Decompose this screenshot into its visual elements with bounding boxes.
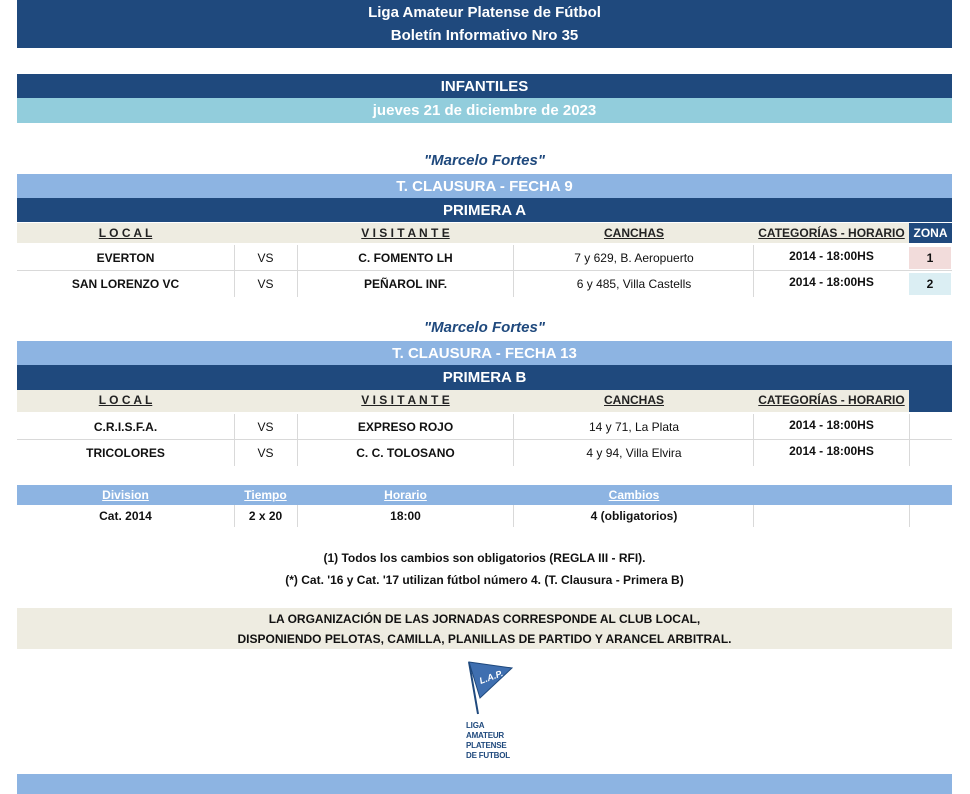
match-row-a1 xyxy=(17,245,952,271)
league-logo xyxy=(466,660,516,715)
col-categorias: CATEGORÍAS - HORARIO xyxy=(758,226,905,240)
rules-col-horario: Horario xyxy=(384,488,427,502)
col-zona-fill xyxy=(909,390,952,412)
local-team: EVERTON xyxy=(96,251,155,265)
rules-cambios: 4 (obligatorios) xyxy=(590,509,678,523)
category-banner xyxy=(17,74,952,98)
col-zona: ZONA xyxy=(909,223,952,243)
visitor-team: C. C. TOLOSANO xyxy=(356,446,455,460)
tournament-name-a: "Marcelo Fortes" xyxy=(424,152,545,169)
visitor-team: EXPRESO ROJO xyxy=(357,420,454,434)
col-categorias: CATEGORÍAS - HORARIO xyxy=(758,393,905,407)
zona-badge: 2 xyxy=(909,273,951,295)
visitor-team: PEÑAROL INF. xyxy=(363,277,448,291)
column-headers-b xyxy=(17,390,952,412)
rules-row xyxy=(17,505,952,527)
logo-line-4: DE FUTBOL xyxy=(466,751,510,760)
match-date: jueves 21 de diciembre de 2023 xyxy=(372,102,597,119)
col-canchas: CANCHAS xyxy=(604,393,664,407)
col-canchas: CANCHAS xyxy=(604,226,664,240)
division-banner-a xyxy=(17,198,952,222)
match-row-b1 xyxy=(17,414,952,440)
cancha: 14 y 71, La Plata xyxy=(588,420,680,434)
rules-division: Cat. 2014 xyxy=(99,509,152,523)
note-1: (1) Todos los cambios son obligatorios (REGLA III - RFI). xyxy=(323,551,646,565)
division-title-a: PRIMERA A xyxy=(442,201,527,219)
tournament-name-b: "Marcelo Fortes" xyxy=(424,319,545,336)
fecha-banner-a xyxy=(17,174,952,198)
local-team: TRICOLORES xyxy=(86,446,165,460)
rules-header xyxy=(17,485,952,505)
note-2: (*) Cat. '16 y Cat. '17 utilizan fútbol número 4. (T. Clausura - Primera B) xyxy=(285,573,684,587)
logo-line-2: AMATEUR xyxy=(466,731,505,740)
fecha-title-b: T. CLAUSURA - FECHA 13 xyxy=(392,344,577,362)
match-row-a2 xyxy=(17,271,952,297)
vs-label: VS xyxy=(257,420,274,434)
cancha: 6 y 485, Villa Castells xyxy=(576,277,692,291)
organization-line-2: DISPONIENDO PELOTAS, CAMILLA, PLANILLAS DE PARTIDO Y ARANCEL ARBITRAL. xyxy=(237,631,732,646)
footer-bar xyxy=(17,774,952,794)
col-visitante: V I S I T A N T E xyxy=(361,226,450,240)
bulletin-header xyxy=(17,0,952,48)
rules-col-tiempo: Tiempo xyxy=(244,488,287,502)
horario: 2014 - 18:00HS xyxy=(789,418,874,432)
rules-col-cambios: Cambios xyxy=(608,488,660,502)
league-name: Liga Amateur Platense de Fútbol xyxy=(368,4,601,21)
division-banner-b xyxy=(17,365,952,390)
cancha: 4 y 94, Villa Elvira xyxy=(586,446,682,460)
horario: 2014 - 18:00HS xyxy=(789,249,874,263)
visitor-team: C. FOMENTO LH xyxy=(358,251,453,265)
fecha-title-a: T. CLAUSURA - FECHA 9 xyxy=(396,177,573,195)
col-visitante: V I S I T A N T E xyxy=(361,393,450,407)
match-row-b2 xyxy=(17,440,952,466)
vs-label: VS xyxy=(257,446,274,460)
fecha-banner-b xyxy=(17,341,952,365)
horario: 2014 - 18:00HS xyxy=(789,275,874,289)
logo-line-3: PLATENSE xyxy=(466,741,507,750)
bulletin-number: Boletín Informativo Nro 35 xyxy=(390,27,579,44)
category-title: INFANTILES xyxy=(440,77,529,95)
logo-line-1: LIGA xyxy=(466,721,485,730)
logo-flag-text: L.A.P. xyxy=(478,668,505,686)
vs-label: VS xyxy=(257,251,274,265)
vs-label: VS xyxy=(257,277,274,291)
flag-icon xyxy=(466,660,516,715)
horario: 2014 - 18:00HS xyxy=(789,444,874,458)
rules-tiempo: 2 x 20 xyxy=(248,509,283,523)
zona-badge: 1 xyxy=(909,247,951,269)
cancha: 7 y 629, B. Aeropuerto xyxy=(574,251,694,265)
local-team: C.R.I.S.F.A. xyxy=(93,420,158,434)
organization-line-1: LA ORGANIZACIÓN DE LAS JORNADAS CORRESPONDE AL CLUB LOCAL, xyxy=(268,611,701,626)
col-local: L O C A L xyxy=(98,226,153,240)
rules-col-division: Division xyxy=(102,488,149,502)
rules-horario: 18:00 xyxy=(390,509,421,523)
division-title-b: PRIMERA B xyxy=(442,369,527,386)
local-team: SAN LORENZO VC xyxy=(71,277,180,291)
organization-banner xyxy=(17,608,952,649)
column-headers-a xyxy=(17,223,952,243)
date-banner xyxy=(17,98,952,123)
col-local: L O C A L xyxy=(98,393,153,407)
